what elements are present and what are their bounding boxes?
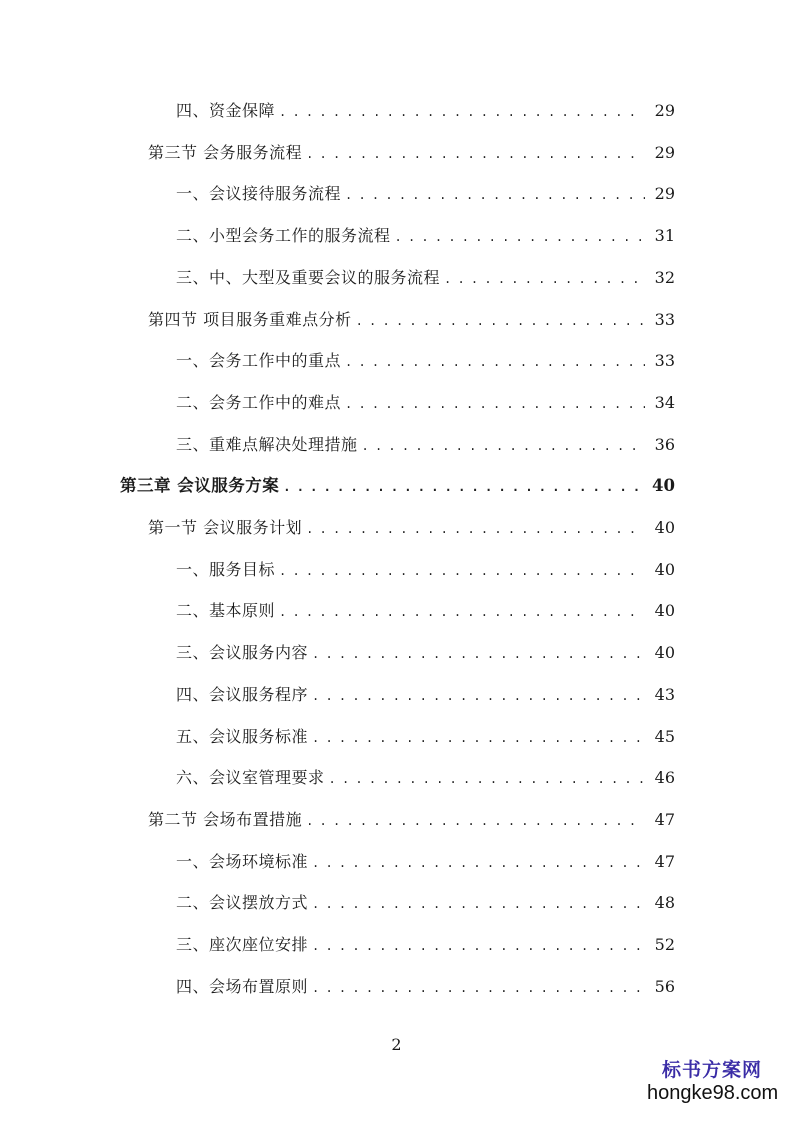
toc-entry-page: 40 (654, 601, 675, 621)
toc-entry-title: 二、会务工作中的难点 (176, 392, 342, 412)
toc-entry-page: 40 (654, 559, 675, 579)
toc-entry-title: 第二节 会场布置措施 (148, 809, 303, 829)
toc-entry-page: 32 (654, 267, 675, 287)
toc-entry-title: 第一节 会议服务计划 (148, 518, 303, 537)
toc-dot-leader (312, 639, 645, 669)
toc-dot-leader (329, 764, 645, 794)
toc-dot-leader (312, 681, 645, 711)
toc-entry-page: 46 (654, 768, 675, 788)
toc-entry (120, 471, 675, 501)
toc-entry (176, 263, 675, 293)
toc-entry-page: 29 (654, 142, 675, 162)
toc-entry (176, 638, 675, 668)
toc-entry (176, 179, 675, 209)
toc-entry-title: 二、会议摆放方式 (176, 893, 309, 913)
toc-dot-leader (279, 597, 645, 627)
toc-entry (176, 680, 675, 710)
toc-dot-leader (356, 306, 645, 336)
toc-entry-page: 52 (654, 935, 675, 954)
toc-entry (176, 930, 675, 960)
toc-entry (148, 138, 675, 168)
toc-entry (176, 972, 675, 1002)
toc-dot-leader (279, 97, 645, 127)
toc-dot-leader (312, 723, 645, 753)
toc-entry-page: 40 (654, 518, 675, 537)
toc-entry-page: 40 (654, 643, 675, 663)
toc-entry-title: 五、会议服务标准 (176, 726, 309, 746)
toc-entry-page: 47 (654, 851, 675, 871)
toc-entry-page: 34 (654, 392, 675, 412)
toc-entry (176, 763, 675, 793)
toc-entry-title: 三、重难点解决处理措施 (176, 434, 358, 454)
toc-entry (176, 388, 675, 418)
page-number: 2 (391, 1035, 402, 1054)
toc-dot-leader (312, 848, 645, 878)
toc-dot-leader (362, 431, 645, 461)
toc-entry-title: 一、会场环境标准 (176, 851, 309, 871)
toc-entry-title: 二、基本原则 (176, 601, 276, 621)
toc-entry-title: 四、会场布置原则 (176, 976, 309, 996)
toc-entry (176, 596, 675, 626)
toc-entry (148, 805, 675, 835)
toc-entry-page: 29 (654, 184, 675, 204)
toc-entry-page: 40 (652, 476, 675, 496)
toc-entry (148, 513, 675, 543)
toc-entry-page: 36 (654, 434, 675, 454)
toc-dot-leader (283, 472, 645, 502)
toc-entry (176, 555, 675, 585)
toc-entry-page: 43 (654, 684, 675, 704)
toc-entry (176, 847, 675, 877)
toc-dot-leader (312, 931, 645, 961)
toc-entry-page: 29 (654, 101, 675, 120)
toc-entry-page: 56 (654, 976, 675, 996)
toc-entry (176, 888, 675, 918)
toc-entry-title: 一、服务目标 (176, 559, 276, 579)
toc-entry-title: 四、资金保障 (176, 101, 276, 120)
toc-dot-leader (345, 347, 645, 377)
watermark-url: hongke98.com (647, 1082, 779, 1104)
toc-entry (148, 305, 675, 335)
toc-entry-title: 第三章 会议服务方案 (120, 476, 280, 496)
toc-entry-title: 三、会议服务内容 (176, 643, 309, 663)
toc-dot-leader (345, 180, 645, 210)
toc-entry-title: 三、座次座位安排 (176, 935, 309, 954)
watermark-title: 标书方案网 (661, 1059, 762, 1081)
toc-entry (176, 430, 675, 460)
toc-entry-title: 一、会议接待服务流程 (176, 184, 342, 204)
toc-entry-page: 47 (654, 809, 675, 829)
toc-entry-title: 六、会议室管理要求 (176, 768, 325, 788)
toc-entry-page: 33 (654, 309, 675, 329)
toc-entry (176, 221, 675, 251)
toc-dot-leader (279, 556, 645, 586)
toc-entry-page: 31 (654, 226, 675, 246)
toc-entry-title: 二、小型会务工作的服务流程 (176, 226, 391, 246)
toc-entry (176, 96, 675, 126)
toc-entry-title: 一、会务工作中的重点 (176, 351, 342, 371)
toc-entry-page: 45 (654, 726, 675, 746)
toc-entry-page: 48 (654, 893, 675, 913)
toc-entry-title: 第四节 项目服务重难点分析 (148, 309, 352, 329)
toc-dot-leader (345, 389, 645, 419)
toc-entry-title: 第三节 会务服务流程 (148, 142, 303, 162)
toc-dot-leader (444, 264, 645, 294)
toc-entry (176, 722, 675, 752)
toc-dot-leader (312, 889, 645, 919)
toc-dot-leader (306, 806, 645, 836)
toc-dot-leader (395, 222, 645, 252)
toc-entry (176, 346, 675, 376)
toc-entry-page: 33 (654, 351, 675, 371)
toc-dot-leader (306, 139, 645, 169)
toc-dot-leader (306, 514, 645, 544)
toc-entry-title: 四、会议服务程序 (176, 684, 309, 704)
toc-entry-title: 三、中、大型及重要会议的服务流程 (176, 267, 441, 287)
toc-dot-leader (312, 973, 645, 1003)
watermark-logo (647, 1058, 777, 1104)
